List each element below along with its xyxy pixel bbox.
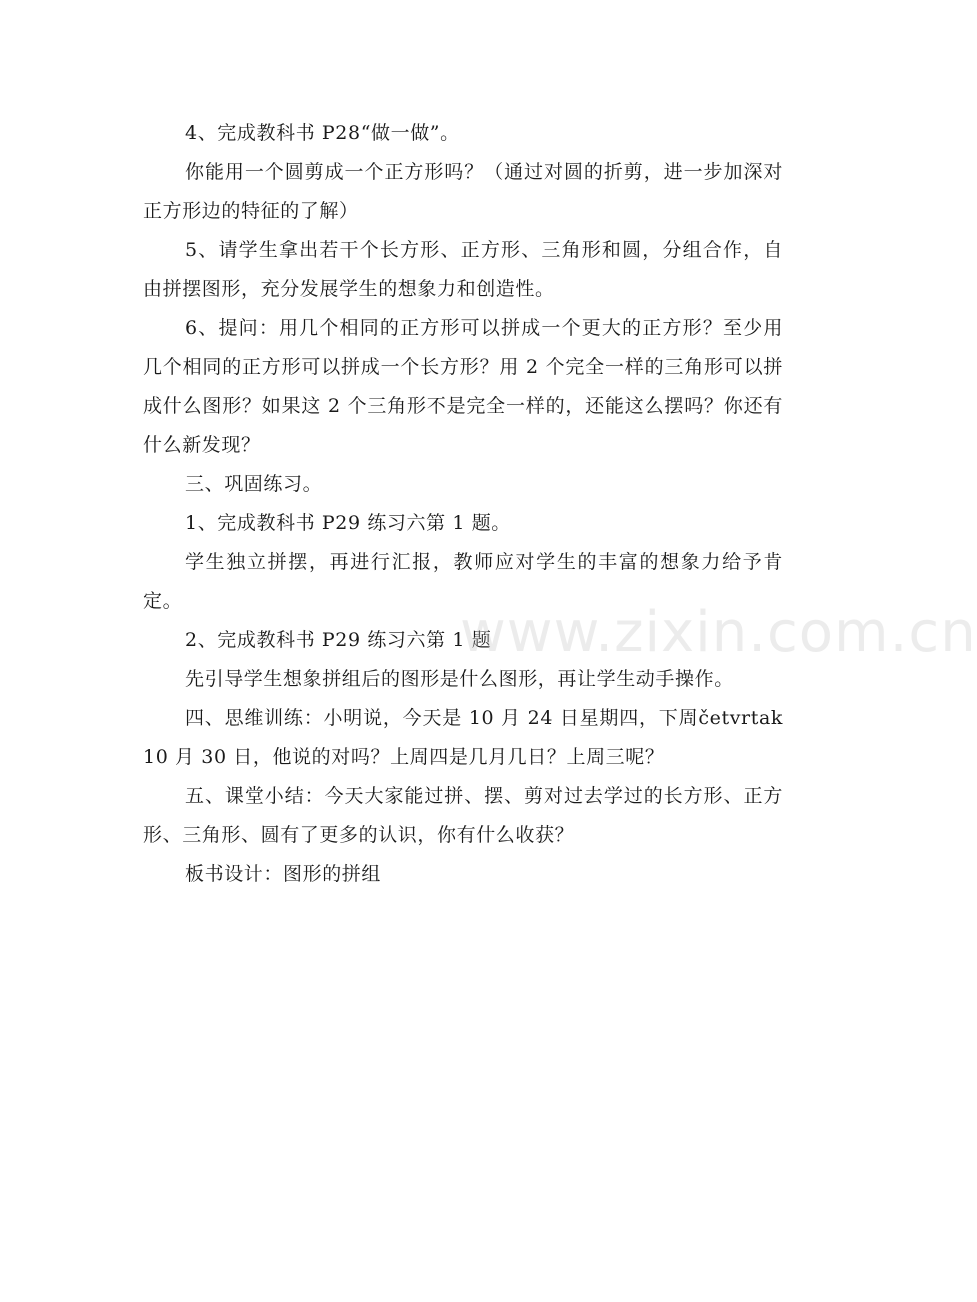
section-thinking-training: 四、思维训练：小明说，今天是 10 月 24 日星期四，下周četvrtak 10 月 30 日，他说的对吗？上周四是几月几日？上周三呢？ bbox=[143, 707, 783, 768]
watermark: www.zixin.com.cn bbox=[460, 600, 977, 665]
paragraph-practice-2-note: 先引导学生想象拼组后的图形是什么图形，再让学生动手操作。 bbox=[185, 668, 734, 690]
paragraph-practice-1-note: 学生独立拼摆，再进行汇报，教师应对学生的丰富的想象力给予肯定。 bbox=[143, 551, 783, 612]
paragraph-item-4: 4、完成教科书 P28“做一做”。 bbox=[185, 122, 460, 144]
paragraph-item-5: 5、请学生拿出若干个长方形、正方形、三角形和圆，分组合作，自由拼摆图形，充分发展学生的想象力和创造性。 bbox=[143, 239, 783, 300]
document-body bbox=[143, 114, 783, 894]
board-design: 板书设计：图形的拼组 bbox=[185, 863, 382, 885]
paragraph-question-circle: 你能用一个圆剪成一个正方形吗？（通过对圆的折剪，进一步加深对正方形边的特征的了解） bbox=[143, 161, 783, 222]
section-class-summary: 五、课堂小结：今天大家能过拼、摆、剪对过去学过的长方形、正方形、三角形、圆有了更多的认识，你有什么收获？ bbox=[143, 785, 783, 846]
section-heading-practice: 三、巩固练习。 bbox=[185, 473, 323, 495]
paragraph-item-6: 6、提问：用几个相同的正方形可以拼成一个更大的正方形？至少用几个相同的正方形可以拼成一个长方形？用 2 个完全一样的三角形可以拼成什么图形？如果这 2 个三角形不是完全一样的，还能这么摆吗？你还有什么新发现？ bbox=[143, 317, 783, 456]
paragraph-practice-2: 2、完成教科书 P29 练习六第 1 题 bbox=[185, 629, 492, 651]
paragraph-practice-1: 1、完成教科书 P29 练习六第 1 题。 bbox=[185, 512, 511, 534]
